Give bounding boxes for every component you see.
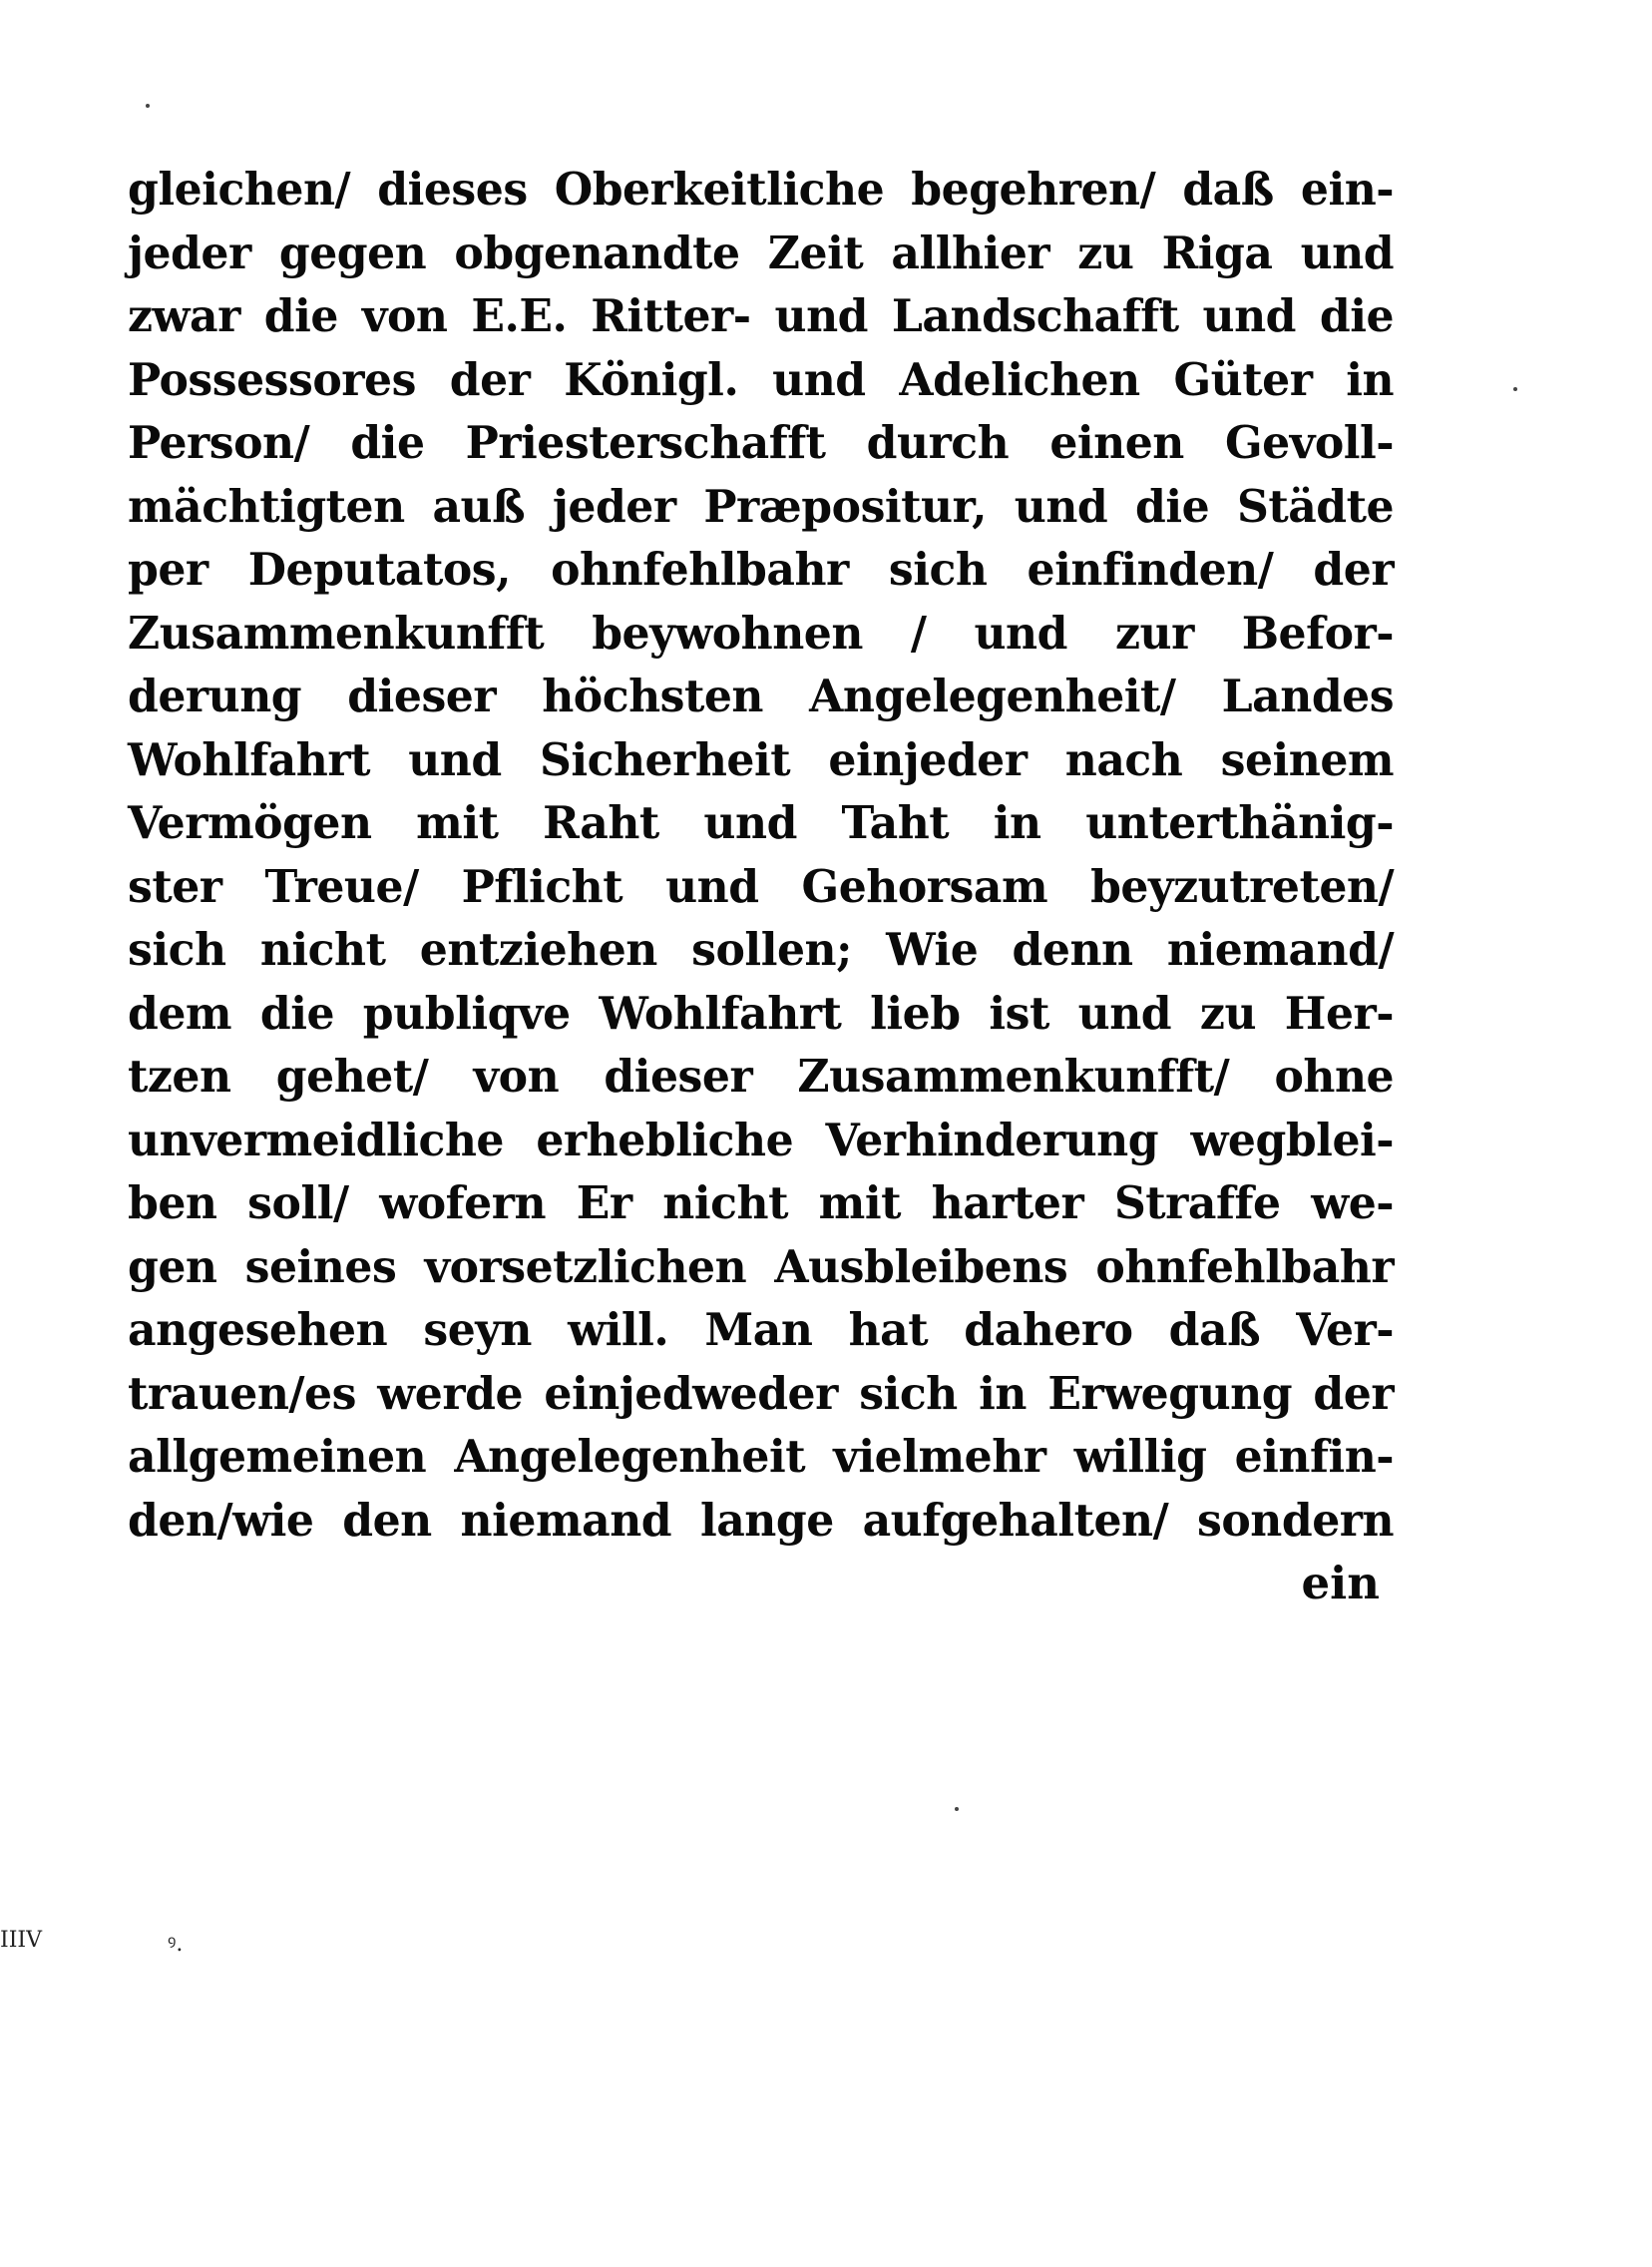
- text-line: Zusammenkunfft beywohnen / und zur Befor-: [128, 606, 1395, 660]
- text-line: jeder gegen obgenandte Zeit allhier zu Riga und: [128, 226, 1395, 279]
- text-line: angesehen seyn will. Man hat dahero daß Ver-: [128, 1303, 1395, 1356]
- text-line: mächtigten auß jeder Præpositur, und die Städte: [128, 479, 1395, 533]
- text-line: trauen/es werde einjedweder sich in Erwegung der: [128, 1366, 1395, 1420]
- margin-mark: ꝰ.: [168, 1932, 184, 1957]
- margin-mark: IIIV: [0, 1928, 42, 1953]
- text-line: sich nicht entziehen sollen; Wie denn niemand/: [128, 923, 1395, 976]
- text-line: per Deputatos, ohnfehlbahr sich einfinden/ der: [128, 543, 1395, 596]
- speck: [146, 104, 150, 108]
- text-line: Possessores der Königl. und Adelichen Güter in: [128, 352, 1395, 406]
- text-line: unvermeidliche erhebliche Verhinderung wegblei-: [128, 1113, 1395, 1166]
- text-line: dem die publiqve Wohlfahrt lieb ist und zu Her-: [128, 986, 1395, 1040]
- text-line: allgemeinen Angelegenheit vielmehr willig einfin-: [128, 1430, 1395, 1483]
- text-line: Wohlfahrt und Sicherheit einjeder nach seinem: [128, 732, 1395, 786]
- speck: [955, 1807, 959, 1811]
- speck: [1513, 387, 1517, 391]
- text-line: ben soll/ wofern Er nicht mit harter Straffe we-: [128, 1176, 1395, 1229]
- text-line: gen seines vorsetzlichen Ausbleibens ohnfehlbahr: [128, 1239, 1395, 1293]
- body-text: [128, 158, 1420, 1552]
- text-line: Person/ die Priesterschafft durch einen Gevoll-: [128, 416, 1395, 469]
- text-line: zwar die von E.E. Ritter- und Landschafft und die: [128, 289, 1395, 342]
- text-line: den/wie den niemand lange aufgehalten/ sondern: [128, 1493, 1395, 1547]
- text-line: tzen gehet/ von dieser Zusammenkunfft/ ohne: [128, 1050, 1395, 1103]
- document-page: [128, 158, 1420, 1614]
- catchword: ein: [1301, 1557, 1380, 1609]
- text-line: gleichen/ dieses Oberkeitliche begehren/ daß ein-: [128, 163, 1395, 216]
- text-line: Vermögen mit Raht und Taht in unterthänig-: [128, 796, 1395, 849]
- text-line: ster Treue/ Pflicht und Gehorsam beyzutreten/: [128, 859, 1395, 913]
- text-line: derung dieser höchsten Angelegenheit/ Landes: [128, 670, 1395, 722]
